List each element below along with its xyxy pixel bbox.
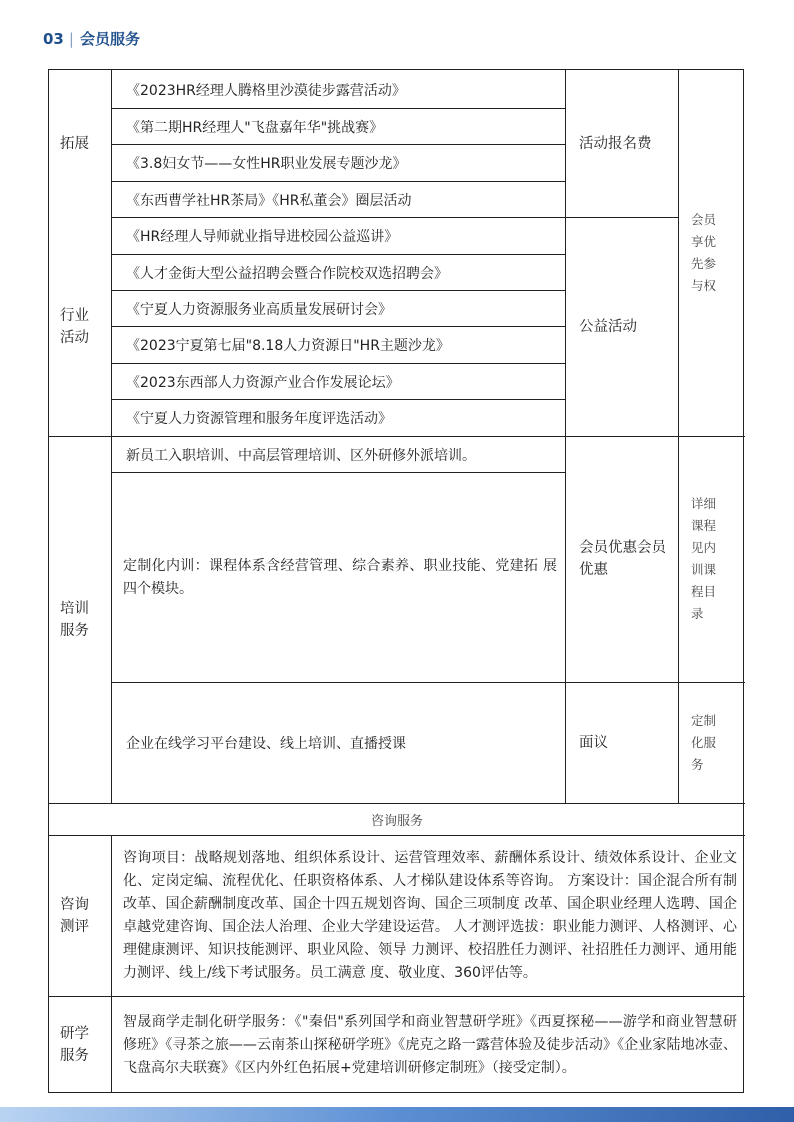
fee-negotiable: 面议: [579, 735, 608, 751]
consulting-subheader: 咨询服务: [370, 814, 423, 829]
list-item: 定制化内训：课程体系含经营管理、综合素养、职业技能、党建拓 展四个模块。: [123, 557, 557, 597]
category-industry: 行业 活动: [60, 307, 89, 346]
remark-course-catalog: 详细 课程 见内 训课 程目 录: [691, 496, 717, 621]
list-item: 新员工入职培训、中高层管理培训、区外研修外派培训。: [126, 447, 476, 464]
footer-bar: [0, 1107, 794, 1122]
category-study: 研学 服务: [60, 1026, 89, 1064]
list-item: 《3.8妇女节——女性HR职业发展专题沙龙》: [126, 156, 407, 172]
consulting-description: 咨询项目：战略规划落地、组织体系设计、运营管理效率、薪酬体系设计、绩效体系设计、企业文化、定岗定编、流程优化、任职资格体系、人才梯队建设体系等咨询。 方案设计：国企混合所有制改革、国企薪酬制度改革、国企十四五规划咨询、国企三项制度 改革、国企职业经理人选聘、国企卓越党建咨询、国企法人治理、企业大学建设运营。 人才测评选拔：职业能力测评、人格测评、心理健康测评、知识技能测评、职业风险、领导 力测评、校招胜任力测评、社招胜任力测评、通用能力测评、线上/线下考试服务。员工满意 度、敬业度、360评估等。: [123, 850, 737, 981]
list-item: 《第二期HR经理人"飞盘嘉年华"挑战赛》: [126, 119, 384, 136]
fee-industry: 公益活动: [579, 318, 637, 335]
list-item: 《2023HR经理人腾格里沙漠徒步露营活动》: [126, 82, 406, 99]
category-expansion: 拓展: [60, 135, 89, 152]
remark-member-priority: 会员 享优 先参 与权: [691, 212, 717, 293]
list-item: 《宁夏人力资源服务业高质量发展研讨会》: [126, 301, 392, 318]
list-item: 《东西曹学社HR茶局》《HR私董会》圈层活动: [126, 192, 412, 209]
section-title: 会员服务: [79, 30, 140, 48]
services-table: [48, 69, 744, 1093]
remark-customized: 定制 化服 务: [691, 713, 717, 772]
study-description: 智晟商学走制化研学服务：《"秦侣"系列国学和商业智慧研学班》《西夏探秘——游学和商业智慧研修班》《寻茶之旅——云南茶山探秘研学班》《虎克之路一露营体验及徒步活动》《企业家陆地冰壶、飞盘高尔夫联赛》《区内外红色拓展+党建培训研修定制班》（接受定制）。: [123, 1013, 737, 1076]
list-item: 企业在线学习平台建设、线上培训、直播授课: [126, 736, 406, 752]
fee-expansion: 活动报名费: [579, 135, 652, 152]
page-header: [43, 28, 140, 49]
category-training: 培训 服务: [60, 600, 89, 639]
list-item: 《2023东西部人力资源产业合作发展论坛》: [126, 374, 400, 391]
list-item: 《宁夏人力资源管理和服务年度评选活动》: [126, 411, 392, 427]
list-item: 《2023宁夏第七届"8.18人力资源日"HR主题沙龙》: [126, 338, 450, 354]
header-separator: |: [68, 30, 74, 48]
list-item: 《HR经理人导师就业指导进校园公益巡讲》: [126, 229, 399, 245]
list-item: 《人才金街大型公益招聘会暨合作院校双选招聘会》: [126, 265, 448, 282]
section-number: 03: [43, 30, 64, 48]
fee-training: 会员优惠会员优惠: [579, 540, 666, 578]
category-consulting: 咨询 测评: [60, 897, 89, 935]
